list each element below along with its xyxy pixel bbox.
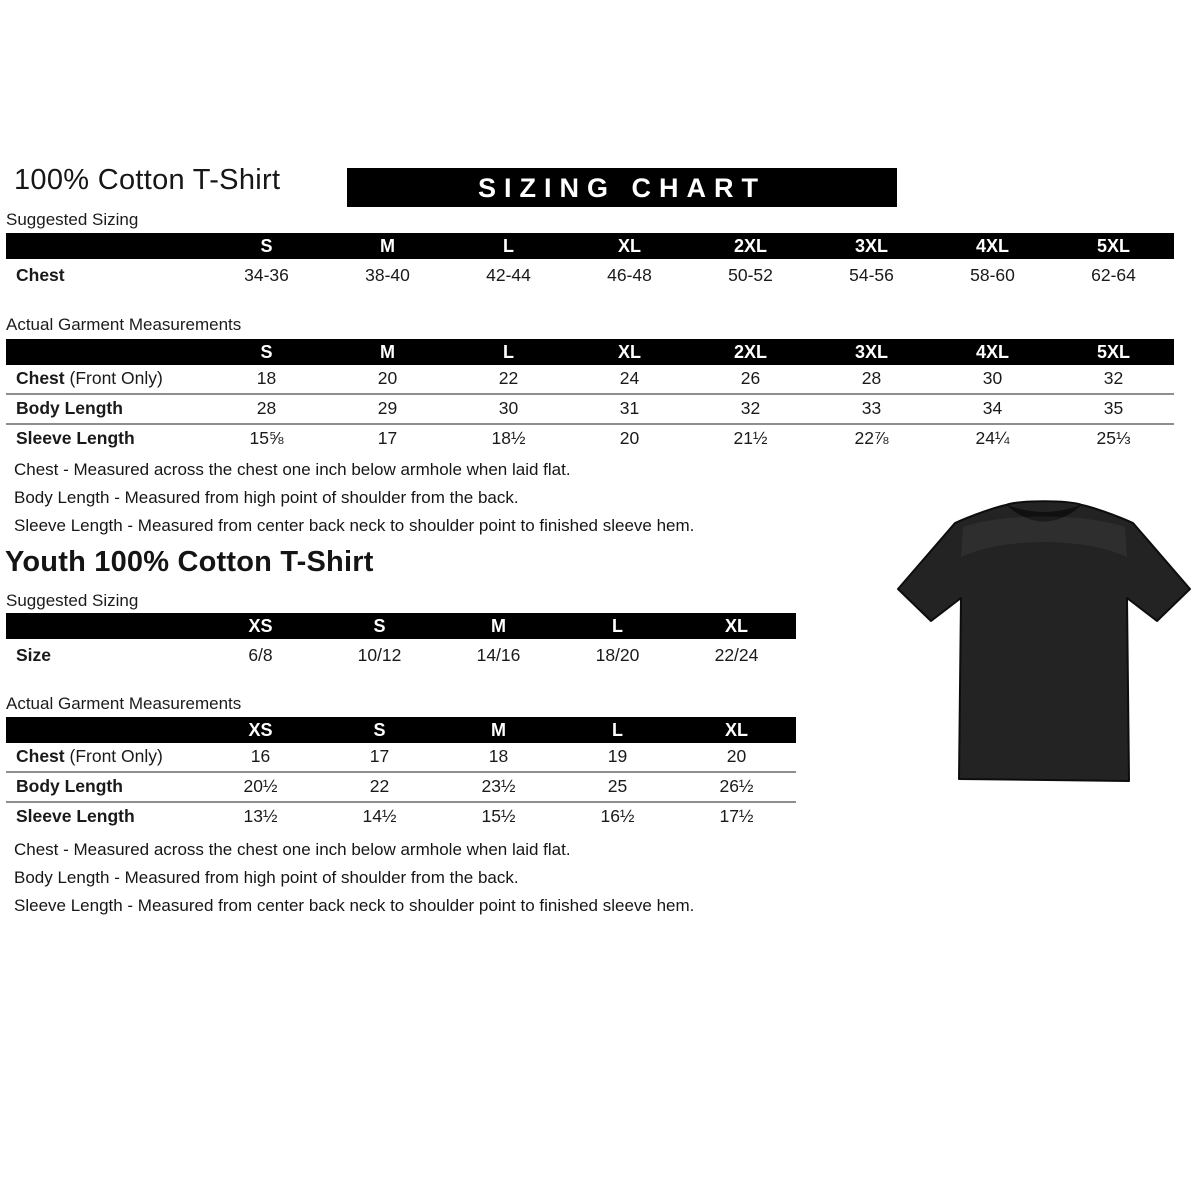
table-cell: 54-56: [849, 265, 894, 285]
table-cell: 30: [498, 398, 519, 418]
table-cell: 50-52: [728, 265, 773, 285]
table-cell: 20: [619, 428, 640, 448]
youth-actual-measurements-table: [6, 717, 796, 831]
table-cell: 25: [607, 776, 628, 796]
column-header-4xl: 4XL: [975, 342, 1009, 362]
table-cell: 19: [607, 746, 628, 766]
table-cell: 21½: [733, 428, 768, 448]
youth-chest-row: [6, 743, 796, 773]
row-label-size: Size: [16, 645, 52, 665]
column-header-5xl: 5XL: [1096, 342, 1130, 362]
youth-body-length-row: [6, 773, 796, 803]
adult-measurement-notes: [14, 456, 694, 540]
header-spacer: [6, 233, 206, 259]
table-cell: 20: [377, 368, 398, 388]
youth-suggested-sizing-table: [6, 613, 796, 672]
table-cell: 17: [377, 428, 398, 448]
youth-suggested-sizing-label: Suggested Sizing: [6, 591, 139, 610]
column-header-l: L: [503, 236, 514, 256]
table-cell: 24: [619, 368, 640, 388]
note-chest: Chest - Measured across the chest one inch below armhole when laid flat.: [14, 460, 571, 479]
table-cell: 26½: [719, 776, 754, 796]
row-label-sleeve-length: Sleeve Length: [16, 806, 135, 826]
table-cell: 29: [377, 398, 398, 418]
table-cell: 16: [250, 746, 271, 766]
table-cell: 34-36: [244, 265, 289, 285]
tshirt-body-shape: [898, 501, 1190, 781]
table-cell: 58-60: [970, 265, 1015, 285]
column-header-s: S: [373, 616, 386, 636]
table-cell: 32: [740, 398, 761, 418]
adult-actual-measurements-label: Actual Garment Measurements: [6, 315, 242, 334]
table-cell: 13½: [243, 806, 278, 826]
table-cell: 38-40: [365, 265, 410, 285]
table-cell: 62-64: [1091, 265, 1136, 285]
youth-suggested-header-row: [6, 613, 796, 639]
table-cell: 14½: [362, 806, 397, 826]
row-label-body-length: Body Length: [16, 776, 123, 796]
table-cell: 46-48: [607, 265, 652, 285]
table-cell: 20½: [243, 776, 278, 796]
youth-size-row: [6, 639, 796, 672]
table-cell: 22⅞: [854, 428, 889, 448]
table-cell: 31: [619, 398, 640, 418]
tshirt-graphic: [893, 487, 1195, 809]
column-header-3xl: 3XL: [854, 342, 888, 362]
table-cell: 18: [256, 368, 277, 388]
column-header-m: M: [380, 236, 395, 256]
sizing-chart-banner: SIZING CHART: [347, 168, 897, 207]
table-cell: 32: [1103, 368, 1124, 388]
table-cell: 33: [861, 398, 882, 418]
column-header-4xl: 4XL: [975, 236, 1009, 256]
table-cell: 18½: [491, 428, 526, 448]
table-cell: 15⅝: [249, 428, 284, 448]
column-header-xs: XS: [248, 720, 273, 740]
header-spacer: [6, 717, 201, 743]
row-label-chest-front-only: Chest (Front Only): [16, 746, 163, 766]
table-cell: 28: [861, 368, 882, 388]
table-cell: 22: [498, 368, 519, 388]
column-header-2xl: 2XL: [733, 236, 767, 256]
table-cell: 34: [982, 398, 1003, 418]
youth-actual-header-row: [6, 717, 796, 743]
row-label-chest-front-only: Chest (Front Only): [16, 368, 163, 388]
youth-actual-measurements-label: Actual Garment Measurements: [6, 694, 242, 713]
row-label-body-length: Body Length: [16, 398, 123, 418]
column-header-xl: XL: [724, 720, 748, 740]
adult-chest-row: [6, 365, 1174, 395]
column-header-xl: XL: [617, 236, 641, 256]
table-cell: 14/16: [476, 645, 521, 665]
header-spacer: [6, 339, 206, 365]
table-cell: 15½: [481, 806, 516, 826]
table-cell: 28: [256, 398, 277, 418]
black-tshirt-image: [893, 487, 1195, 809]
column-header-m: M: [491, 616, 506, 636]
adult-actual-measurements-table: [6, 339, 1174, 453]
column-header-3xl: 3XL: [854, 236, 888, 256]
table-cell: 16½: [600, 806, 635, 826]
column-header-m: M: [380, 342, 395, 362]
adult-body-length-row: [6, 395, 1174, 425]
adult-suggested-header-row: [6, 233, 1174, 259]
column-header-xl: XL: [617, 342, 641, 362]
column-header-xl: XL: [724, 616, 748, 636]
table-cell: 35: [1103, 398, 1124, 418]
table-cell: 22: [369, 776, 390, 796]
table-cell: 23½: [481, 776, 516, 796]
youth-measurement-notes: [14, 836, 694, 920]
youth-product-title: Youth 100% Cotton T-Shirt: [5, 546, 374, 578]
table-cell: 18/20: [595, 645, 640, 665]
row-label-sleeve-length: Sleeve Length: [16, 428, 135, 448]
row-label-chest: Chest: [16, 265, 65, 285]
youth-sleeve-length-row: [6, 803, 796, 831]
column-header-s: S: [260, 342, 273, 362]
note-body-length: Body Length - Measured from high point of shoulder from the back.: [14, 488, 519, 507]
adult-product-title: 100% Cotton T-Shirt: [14, 164, 281, 196]
note-sleeve-length: Sleeve Length - Measured from center back neck to shoulder point to finished sleeve hem.: [14, 896, 695, 915]
table-cell: 18: [488, 746, 509, 766]
table-cell: 22/24: [714, 645, 759, 665]
column-header-5xl: 5XL: [1096, 236, 1130, 256]
column-header-2xl: 2XL: [733, 342, 767, 362]
column-header-l: L: [503, 342, 514, 362]
table-cell: 26: [740, 368, 761, 388]
table-cell: 10/12: [357, 645, 402, 665]
column-header-l: L: [612, 616, 623, 636]
adult-suggested-sizing-table: [6, 233, 1174, 292]
note-sleeve-length: Sleeve Length - Measured from center back neck to shoulder point to finished sleeve hem.: [14, 516, 695, 535]
header-spacer: [6, 613, 201, 639]
table-cell: 20: [726, 746, 747, 766]
column-header-s: S: [260, 236, 273, 256]
table-cell: 25⅓: [1096, 428, 1131, 448]
table-cell: 24¼: [975, 428, 1010, 448]
adult-sleeve-length-row: [6, 425, 1174, 453]
table-cell: 42-44: [486, 265, 531, 285]
table-cell: 17½: [719, 806, 754, 826]
column-header-m: M: [491, 720, 506, 740]
table-cell: 30: [982, 368, 1003, 388]
column-header-l: L: [612, 720, 623, 740]
note-body-length: Body Length - Measured from high point of shoulder from the back.: [14, 868, 519, 887]
adult-suggested-sizing-label: Suggested Sizing: [6, 210, 139, 229]
column-header-s: S: [373, 720, 386, 740]
table-cell: 6/8: [248, 645, 273, 665]
adult-chest-range-row: [6, 259, 1174, 292]
table-cell: 17: [369, 746, 390, 766]
column-header-xs: XS: [248, 616, 273, 636]
adult-actual-header-row: [6, 339, 1174, 365]
note-chest: Chest - Measured across the chest one inch below armhole when laid flat.: [14, 840, 571, 859]
